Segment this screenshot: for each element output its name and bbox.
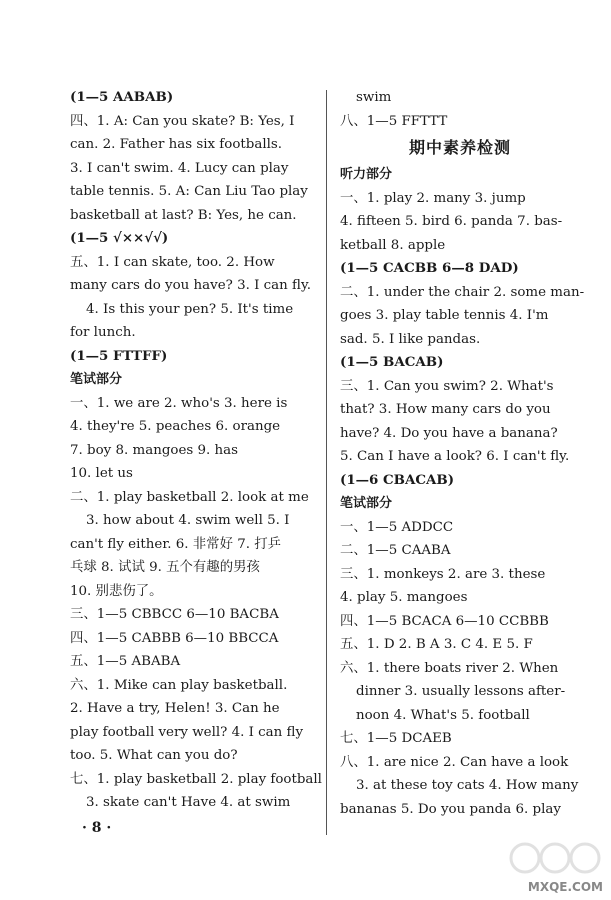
answer-line: for lunch. [70,325,136,340]
answer-line: 三、1. Can you swim? 2. What's [340,378,554,394]
answer-line: 五、1—5 ABABA [70,654,181,669]
answer-line: can. 2. Father has six footballs. [70,137,283,152]
column-divider [326,90,327,835]
answer-line: can't fly either. 6. 非常好 7. 打乒 [70,536,282,552]
answer-line: 4. they're 5. peaches 6. orange [70,419,281,434]
answer-line: 10. 别悲伤了。 [70,583,163,599]
answer-line: 四、1—5 BCACA 6—10 CCBBB [340,613,549,629]
answer-line: have? 4. Do you have a banana? [340,425,558,441]
answer-line: too. 5. What can you do? [70,748,238,763]
left-answer-column [70,86,322,815]
answer-line: 四、1—5 CABBB 6—10 BBCCA [70,630,279,646]
answer-line: 八、1—5 FFTTT [340,113,448,129]
answer-line: 4. fifteen 5. bird 6. panda 7. bas- [340,214,563,229]
answer-line: 7. boy 8. mangoes 9. has [70,442,239,458]
answer-line: ketball 8. apple [340,237,446,253]
answer-line: swim [356,90,392,105]
answer-line: 八、1. are nice 2. Can have a look [340,754,569,770]
answer-line: 七、1—5 DCAEB [340,731,452,746]
answer-line: dinner 3. usually lessons after- [356,684,566,699]
watermark-text: MXQE.COM [527,880,603,894]
answer-line: (1—5 AABAB) [70,89,174,105]
answer-line: 二、1. under the chair 2. some man- [340,284,585,300]
answer-line: (1—5 √××√√) [70,230,169,246]
answer-line: (1—5 CACBB 6—8 DAD) [340,260,519,276]
section-heading: 笔试部分 [70,372,123,387]
answer-line: 六、1. there boats river 2. When [340,660,559,676]
answer-line: 五、1. I can skate, too. 2. How [70,254,275,270]
answer-line: 五、1. D 2. B A 3. C 4. E 5. F [340,637,533,652]
answer-line: that? 3. How many cars do you [340,402,551,417]
answer-line: 5. Can I have a look? 6. I can't fly. [340,449,570,464]
answer-line: 3. at these toy cats 4. How many [356,778,579,793]
answer-line: 二、1—5 CAABA [340,543,451,558]
answer-line: table tennis. 5. A: Can Liu Tao play [70,184,308,199]
answer-line: many cars do you have? 3. I can fly. [70,278,311,293]
answer-line: 三、1. monkeys 2. are 3. these [340,566,546,582]
answer-line: 3. skate can't Have 4. at swim [86,795,291,810]
answer-line: 一、1—5 ADDCC [340,519,454,535]
answer-line: 乓球 8. 试试 9. 五个有趣的男孩 [70,560,260,575]
answer-line: 2. Have a try, Helen! 3. Can he [70,701,280,716]
answer-line: (1—6 CBACAB) [340,471,455,488]
section-heading: 笔试部分 [340,496,393,511]
answer-line: 3. I can't swim. 4. Lucy can play [70,160,289,176]
answer-line: sad. 5. I like pandas. [340,331,481,347]
answer-line: 一、1. we are 2. who's 3. here is [70,395,288,411]
answer-line: bananas 5. Do you panda 6. play [340,801,561,817]
section-title: 期中素养检测 [408,138,511,157]
answer-line: 4. play 5. mangoes [340,590,468,605]
answer-line: goes 3. play table tennis 4. I'm [340,308,549,323]
answer-line: 4. Is this your pen? 5. It's time [86,301,294,317]
answer-line: play football very well? 4. I can fly [70,724,304,740]
right-answer-column [340,86,585,821]
answer-line: 六、1. Mike can play basketball. [70,677,288,693]
answer-line: basketball at last? B: Yes, he can. [70,207,297,223]
answer-line: 三、1—5 CBBCC 6—10 BACBA [70,607,279,622]
answer-line: 二、1. play basketball 2. look at me [70,489,309,505]
page-number: · 8 · [82,820,112,836]
answer-line: (1—5 BACAB) [340,354,444,370]
section-heading: 听力部分 [340,167,393,182]
answer-line: 四、1. A: Can you skate? B: Yes, I [70,113,295,129]
answer-line: 七、1. play basketball 2. play football [70,771,322,787]
answer-line: 一、1. play 2. many 3. jump [340,190,526,206]
answer-line: (1—5 FTTFF) [70,347,168,364]
answer-line: 10. let us [70,466,133,481]
answer-line: noon 4. What's 5. football [356,707,530,723]
answer-line: 3. how about 4. swim well 5. I [86,513,290,528]
